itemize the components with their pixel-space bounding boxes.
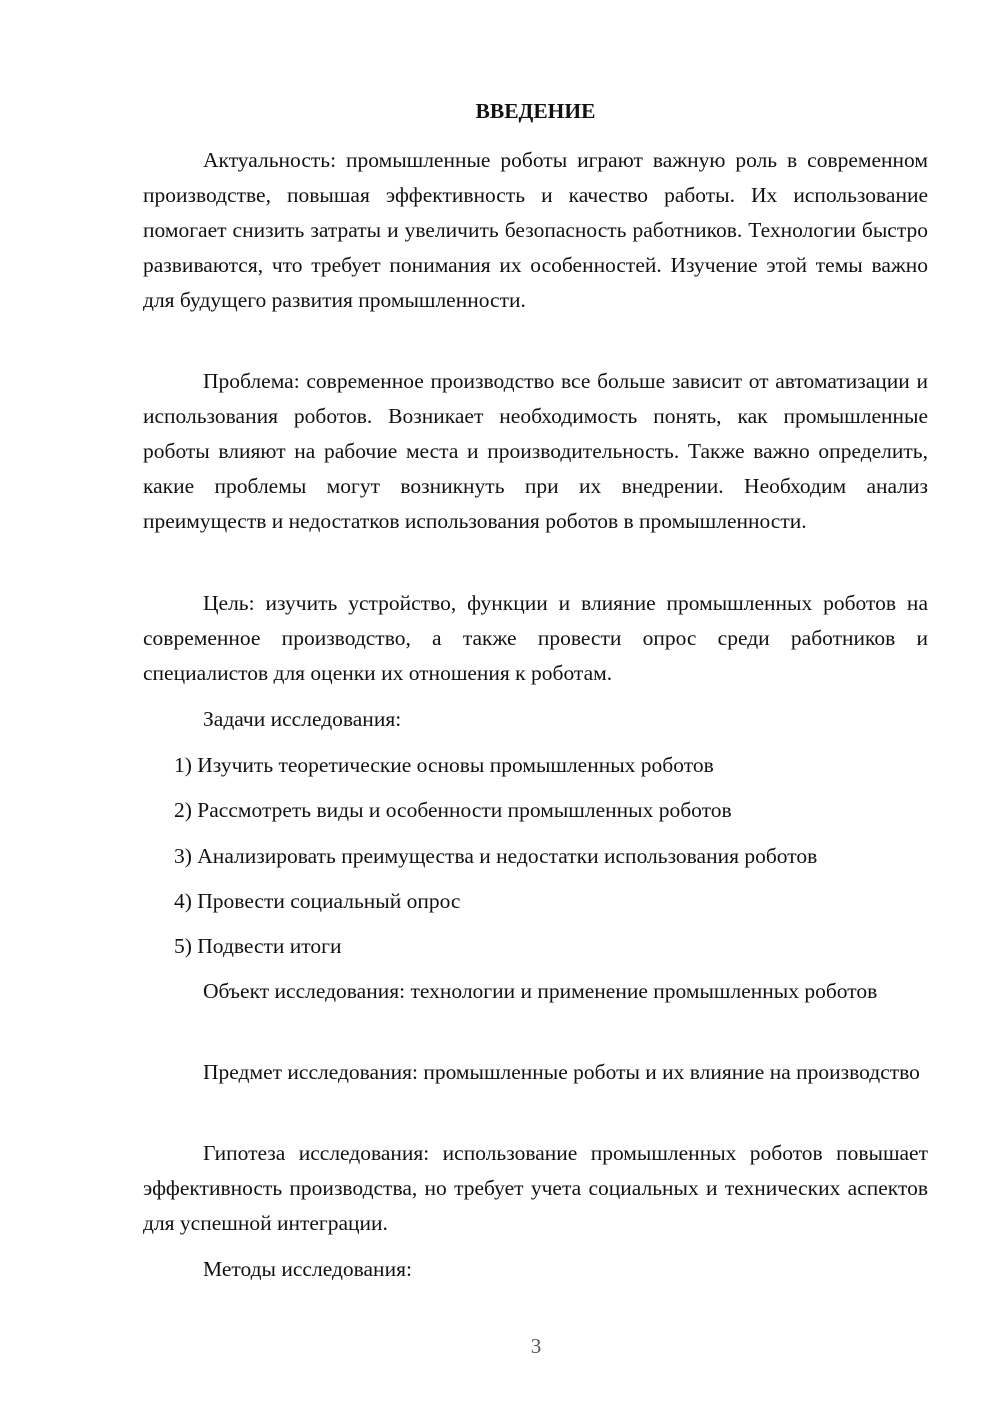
page-number: 3 (530, 1334, 542, 1358)
page-title: ВВЕДЕНИЕ (475, 99, 596, 123)
paragraph-subject: Предмет исследования: промышленные роботы и их влияние на производство (203, 1060, 920, 1084)
list-item: 5) Подвести итоги (174, 934, 342, 959)
list-item: 2) Рассмотреть виды и особенности промышленных роботов (174, 798, 732, 823)
tasks-list (143, 748, 943, 974)
paragraph-goal: Цель: изучить устройство, функции и влияние промышленных роботов на современное производство, а также провести опрос среди работников и специалистов для оценки их отношения к роботам. (143, 591, 928, 685)
list-item: 4) Провести социальный опрос (174, 888, 461, 913)
paragraph-problem: Проблема: современное производство все больше зависит от автоматизации и использования роботов. Возникает необходимость понять, как промышленные роботы влияют на рабочие места и производительность. Также важно определить, какие проблемы могут возникнуть при их внедрении. Необходим анализ преимуществ и недостатков использования роботов в промышленности. (143, 369, 928, 533)
list-item: 1) Изучить теоретические основы промышленных роботов (174, 753, 714, 777)
paragraph-hypothesis: Гипотеза исследования: использование промышленных роботов повышает эффективность производства, но требует учета социальных и технических аспектов для успешной интеграции. (143, 1141, 928, 1235)
list-item: 3) Анализировать преимущества и недостатки использования роботов (174, 843, 818, 868)
tasks-title: Задачи исследования: (203, 707, 402, 731)
paragraph-relevance: Актуальность: промышленные роботы играют важную роль в современном производстве, повышая эффективность и качество работы. Их использование помогает снизить затраты и увеличить безопасность работников. Технологии быстро развиваются, что требует понимания их особенностей. Изучение этой темы важно для будущего развития промышленности. (143, 148, 928, 312)
paragraph-object: Объект исследования: технологии и применение промышленных роботов (203, 979, 878, 1003)
methods-title: Методы исследования: (203, 1257, 412, 1281)
